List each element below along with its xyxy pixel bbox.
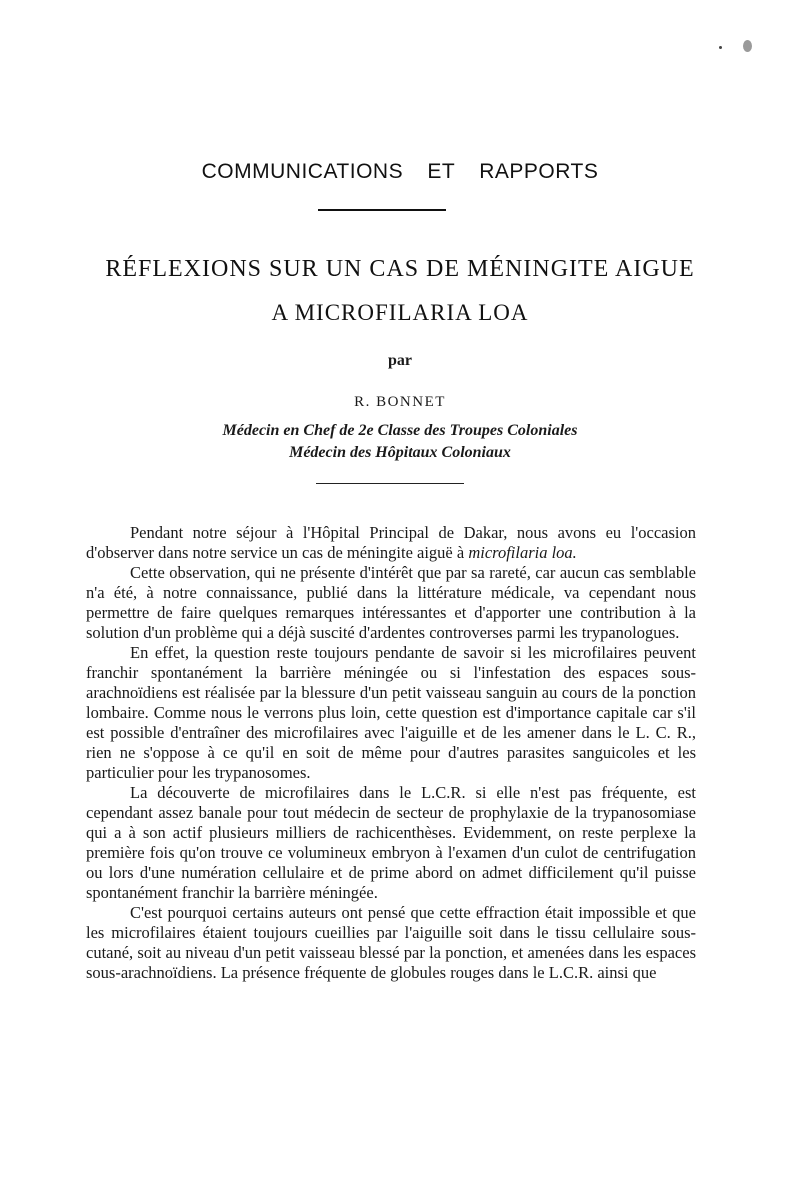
author-affiliation-1: Médecin en Chef de 2e Classe des Troupes Coloniales — [222, 422, 578, 439]
byline-par: par — [388, 352, 412, 369]
paragraph-4: La découverte de microfilaires dans le L.C.R. si elle n'est pas fréquente, est cependant assez banale pour tout médecin de secteur de prophylaxie de la trypanosomiase qui a à son actif plusieurs milliers de rachicenthèses. Evidemment, on reste perplexe la première fois qu'on trouve ce volumineux embryon à l'examen d'un culot de centrifugation ou lors d'une numération cellulaire et de prime abord on admet difficilement qu'il puisse spontanément franchir la barrière méningée. — [86, 783, 696, 902]
article-body — [86, 523, 696, 983]
author-name: R. BONNET — [354, 394, 446, 410]
paragraph-1-emphasis: microfilaria loa. — [468, 543, 577, 562]
ink-speck — [743, 40, 752, 52]
author-affiliation-2: Médecin des Hôpitaux Coloniaux — [289, 444, 511, 461]
paragraph-1-text: Pendant notre séjour à l'Hôpital Principal de Dakar, nous avons eu l'occasion d'observer dans notre service un cas de méningite aiguë à — [86, 523, 696, 562]
paragraph-3: En effet, la question reste toujours pendante de savoir si les microfilaires peuvent franchir spontanément la barrière méningée ou si l'infestation des espaces sous-arachnoïdiens est réalisée par la blessure d'un petit vaisseau sanguin au cours de la ponction lombaire. Comme nous le verrons plus loin, cette question est d'importance capitale car s'il est possible d'entraîner des microfilaires avec l'aiguille et de les amener dans le L. C. R., rien ne s'oppose à ce qu'il en soit de même pour d'autres parasites sanguicoles et les particulier pour les trypanosomes. — [86, 643, 696, 782]
article-title-line-1: RÉFLEXIONS SUR UN CAS DE MÉNINGITE AIGUE — [105, 256, 695, 282]
ink-dot — [719, 46, 722, 49]
paragraph-2: Cette observation, qui ne présente d'intérêt que par sa rareté, car aucun cas semblable n'a été, à notre connaissance, publié dans la littérature médicale, va cependant nous permettre de faire quelques remarques intéressantes et d'apporter une contribution à la solution d'un problème qui a déjà suscité d'ardentes controverses parmi les trypanologues. — [86, 563, 696, 642]
title-divider-rule — [316, 483, 464, 484]
paragraph-1 — [86, 523, 696, 563]
section-heading: COMMUNICATIONS ET RAPPORTS — [201, 160, 599, 183]
paragraph-5: C'est pourquoi certains auteurs ont pensé que cette effraction était impossible et que les microfilaires étaient toujours cueillies par l'aiguille soit dans le tissu cellulaire sous-cutané, soit au niveau d'un petit vaisseau blessé par la ponction, et amenées dans les espaces sous-arachnoïdiens. La présence fréquente de globules rouges dans le L.C.R. ainsi que — [86, 903, 696, 982]
section-rule — [318, 209, 446, 211]
article-title-line-2: A MICROFILARIA LOA — [271, 300, 529, 325]
